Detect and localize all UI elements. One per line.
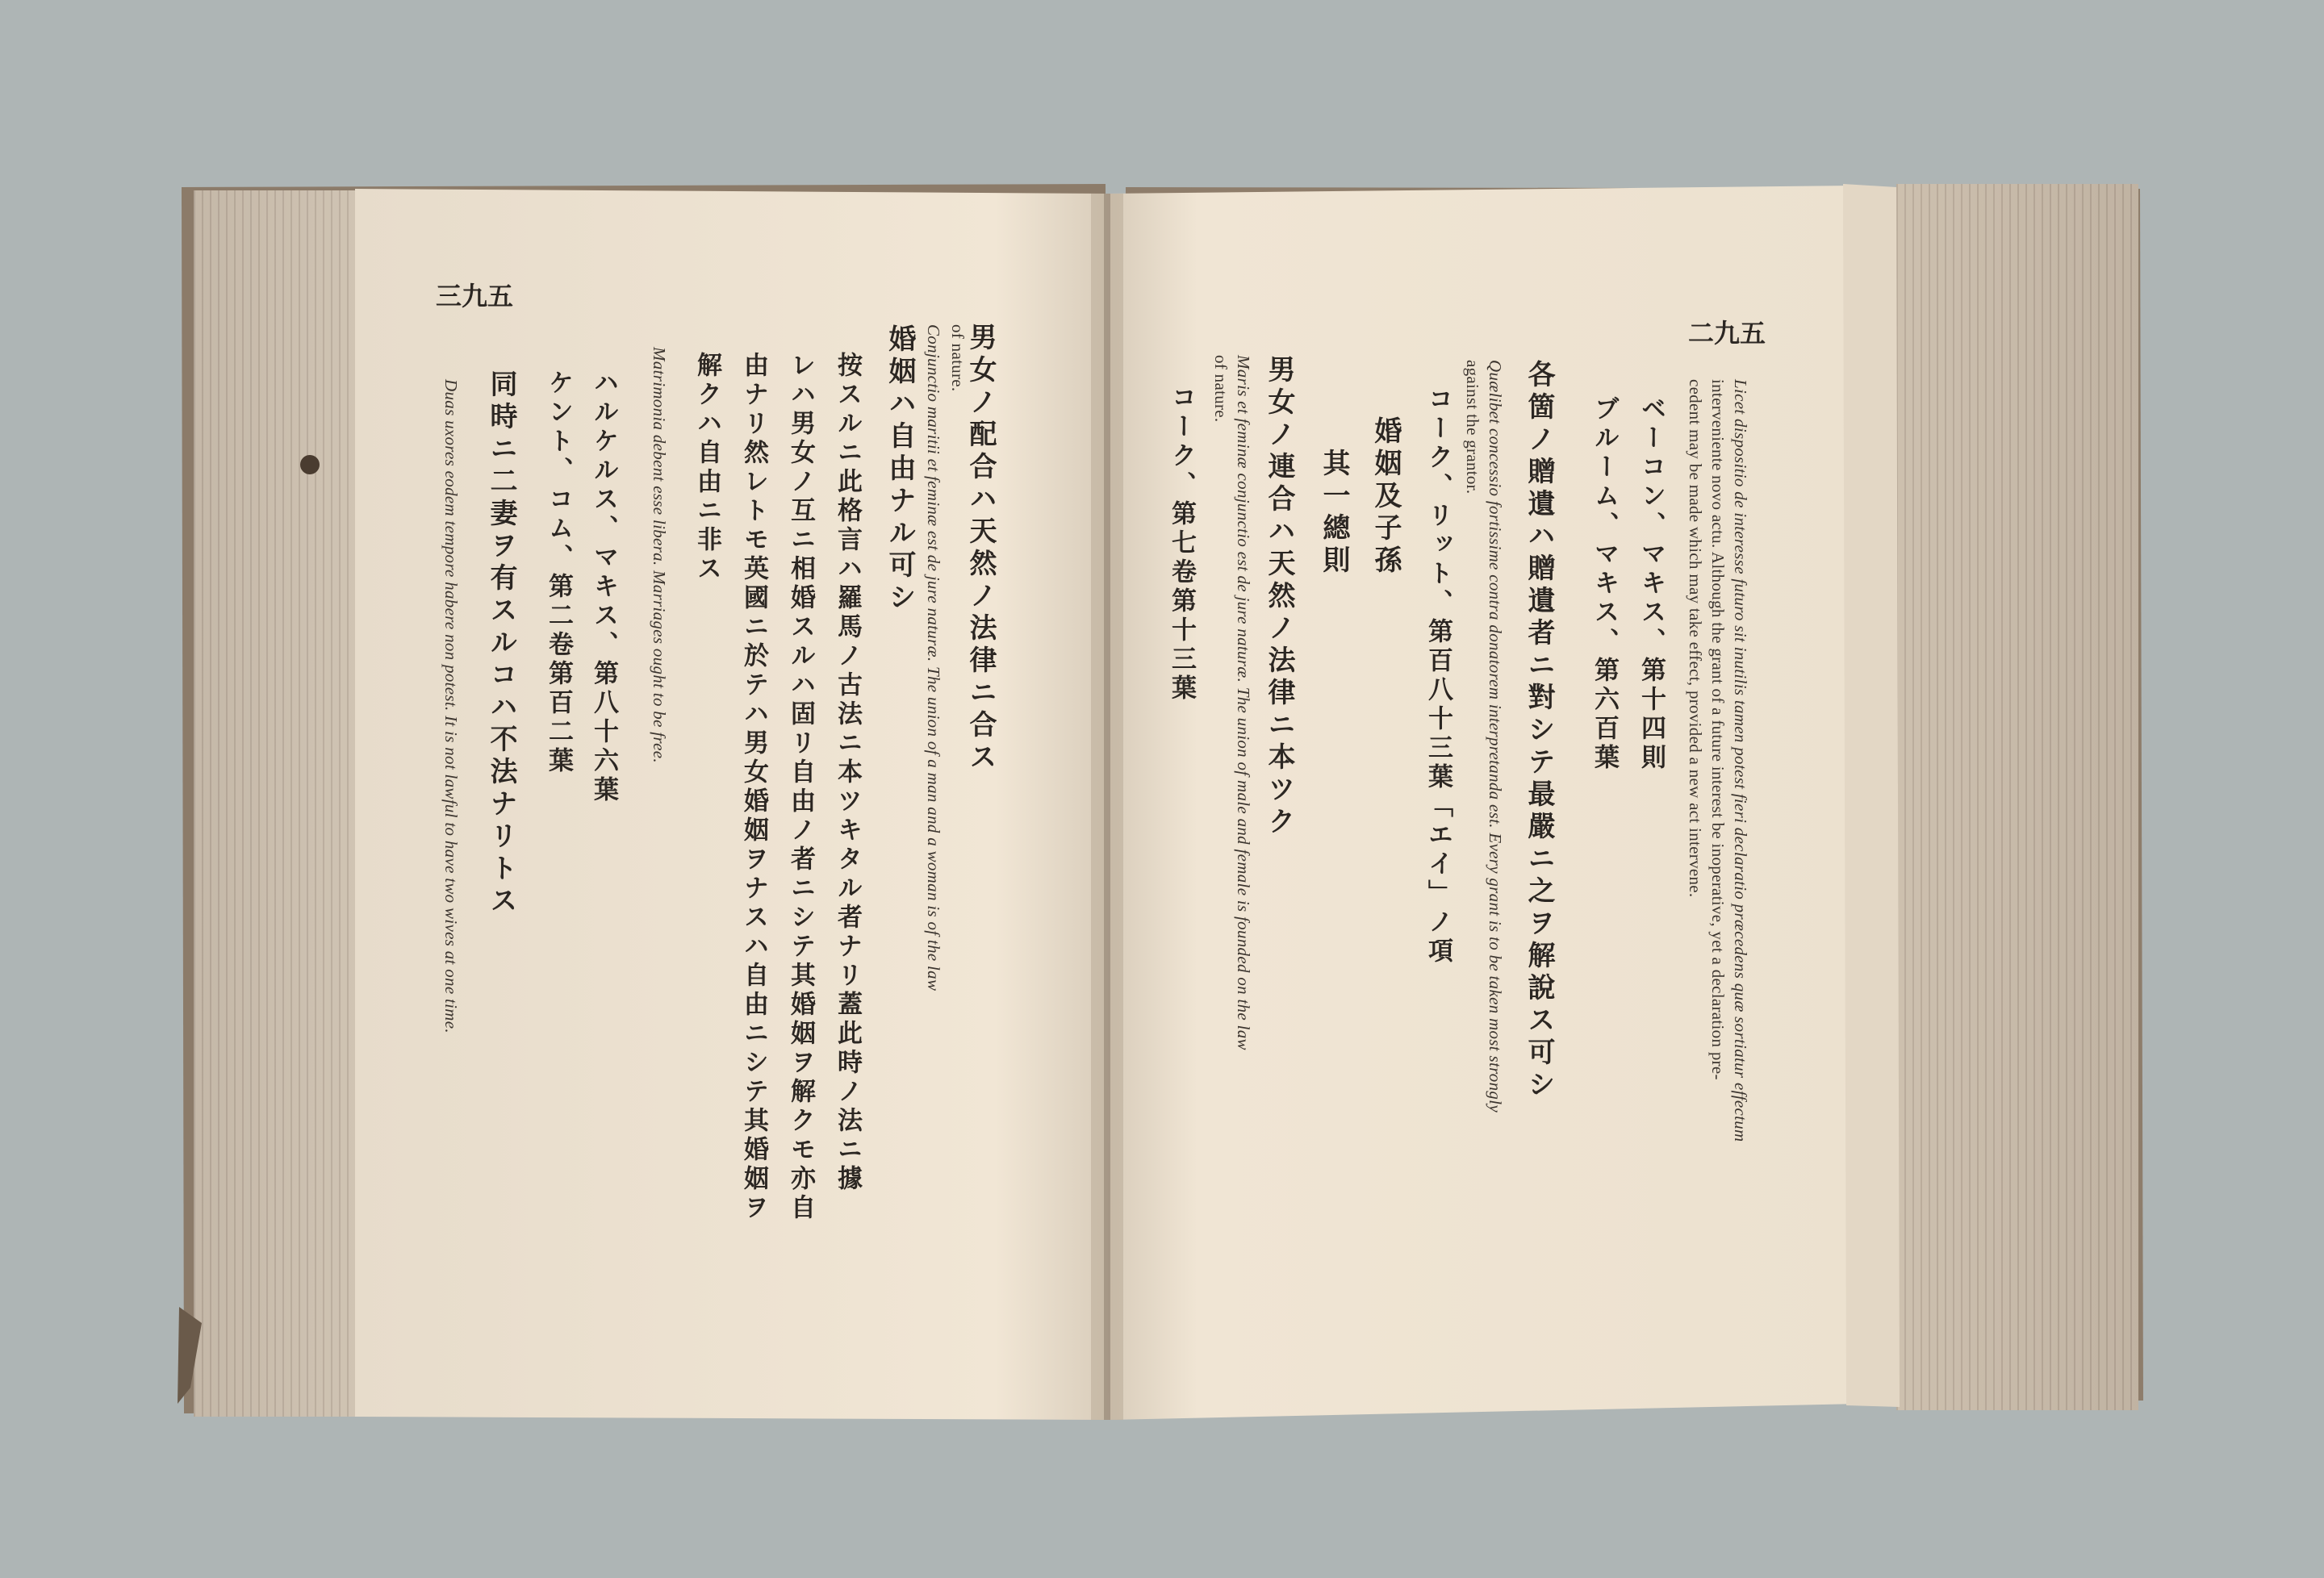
right-page-number: 二九五 (1688, 318, 1766, 349)
right-citation-4: コーク、第七卷第十三葉 (1167, 384, 1196, 703)
left-citation-2: ケント、コム、第二卷第百二葉 (544, 369, 573, 776)
right-en-line-4: of nature. (1211, 355, 1231, 423)
section-title: 婚姻及子孫 (1369, 416, 1402, 578)
right-latin-line-1: Licet dispositio de interesse futuro sit inutilis tamen potest fieri declaratio præcedens quæ sortiatur effectum (1731, 379, 1750, 1142)
left-heading-2: 婚姻ハ自由ナル可シ (884, 324, 916, 615)
right-citation-1: ベーコン、マキス、第十四則 (1636, 395, 1666, 773)
left-heading-1: 男女ノ配合ハ天然ノ法律ニ合ス (964, 323, 997, 774)
subsection-title: 其一總則 (1318, 449, 1350, 578)
right-latin-line-2: Quælibet concessio fortissime contra donatorem interpretanda est. Every grant is to be taken most strongly (1486, 360, 1505, 1113)
right-en-line-2: cedent may be made which may take effect, provided a new act intervene. (1686, 379, 1705, 898)
left-latin-line-3: Duas uxores eodem tempore habere non potest. It is not lawful to have two wives at one time. (441, 379, 461, 1033)
right-en-line-1: interveniente novo actu. Although the grant of a future interest be inoperative, yet a declaration pre- (1708, 379, 1728, 1080)
left-body-line-2: レハ男女ノ互ニ相婚スルハ固リ自由ノ者ニシテ其婚姻ヲ解クモ亦自 (786, 352, 815, 1223)
left-citation-1: ハルケルス、マキス、第八十六葉 (589, 369, 618, 805)
left-body-line-3: 由ナリ然レトモ英國ニ於テハ男女婚姻ヲナスハ自由ニシテ其婚姻ヲ (739, 352, 768, 1223)
left-page-number: 三九五 (436, 281, 514, 311)
left-latin-line-2: Matrimonia debent esse libera. Marriages ought to be free. (650, 347, 669, 763)
right-heading-1: 各箇ノ贈遺ハ贈遺者ニ對シテ最嚴ニ之ヲ解說ス可シ (1523, 360, 1555, 1102)
right-latin-line-3: Maris et feminæ conjunctio est de jure naturæ. The union of male and female is founded on the law (1234, 355, 1253, 1050)
right-heading-2: 男女ノ連合ハ天然ノ法律ニ本ツク (1263, 355, 1295, 839)
left-latin-line-1: Conjunctio maritii et feminæ est de jure naturæ. The union of a man and a woman is of the law (924, 324, 943, 991)
left-body-line-4: 解クハ自由ニ非ス (692, 352, 721, 584)
right-citation-2: ブルーム、マキス、第六百葉 (1590, 395, 1619, 773)
left-en-line-1: of nature. (948, 324, 968, 392)
left-body-line-1: 按スルニ此格言ハ羅馬ノ古法ニ本ツキタル者ナリ蓋此時ノ法ニ據 (833, 352, 862, 1194)
right-en-line-3: against the grantor. (1463, 360, 1482, 495)
right-citation-3: コーク、リット、第百八十三葉「エイ」ノ項 (1423, 386, 1452, 966)
left-heading-3: 同時ニ二妻ヲ有スルコハ不法ナリトス (485, 369, 517, 918)
